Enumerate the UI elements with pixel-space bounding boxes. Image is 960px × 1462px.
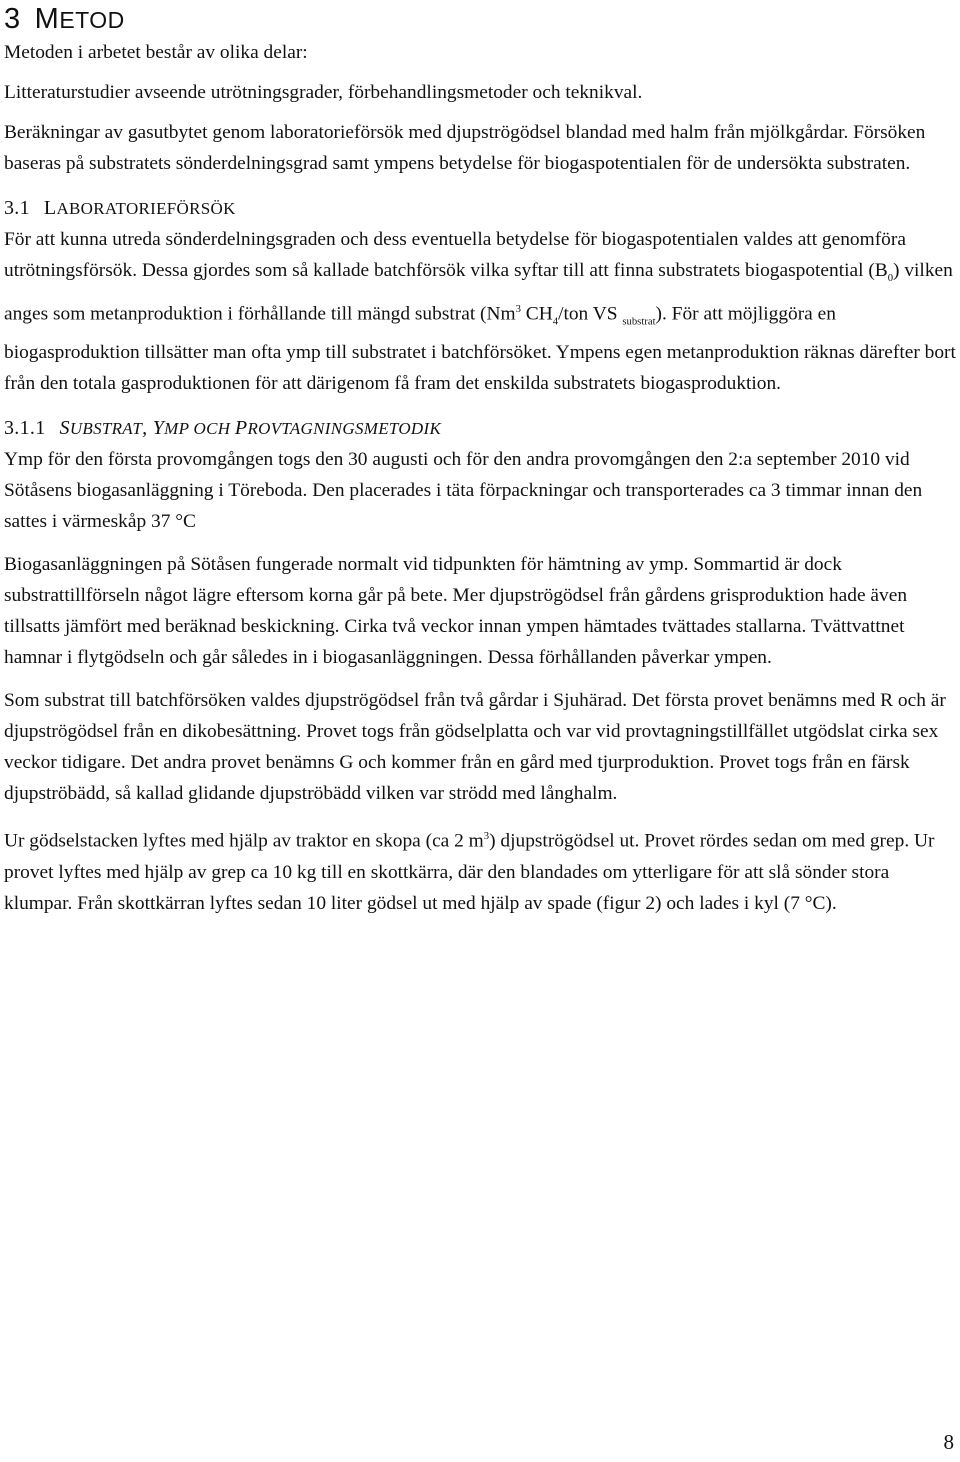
section-rest: ABORATORIEFÖRSÖK bbox=[56, 199, 236, 218]
section-3-1-1-paragraph-2: Biogasanläggningen på Sötåsen fungerade normalt vid tidpunkten för hämtning av ymp. Sommartid är dock substrattillförseln något lägre eftersom korna går på bete. Mer djupströgödsel från gårdens grisproduktion hade även tillsatts jämfört med beräknad beskickning. Cirka två veckor innan ympen hämtades tvättades stallarna. Tvättvattnet hamnar i flytgödseln och går således in i biogasanläggningen. Dessa förhållanden påverkar ympen. bbox=[4, 554, 908, 669]
subsection-number: 3.1.1 bbox=[4, 417, 46, 440]
heading-number: 3 bbox=[4, 3, 21, 35]
section-first-letter: L bbox=[43, 197, 57, 219]
intro-paragraph-2: Litteraturstudier avseende utrötningsgrader, förbehandlingsmetoder och teknikval. bbox=[4, 82, 643, 103]
heading-section-3-1 bbox=[4, 193, 956, 224]
heading-section-3-1-1: 3.1.1 SUBSTRAT, YMP OCH PROVTAGNINGSMETODIK bbox=[4, 417, 442, 440]
document-page bbox=[4, 0, 956, 919]
heading-first-letter: M bbox=[34, 3, 60, 35]
section-3-1-paragraph: För att kunna utreda sönderdelningsgraden och dess eventuella betydelse för biogaspotentialen valdes att genomföra utrötningsförsök. Dessa gjordes som så kallade batchförsök vilka syftar till att finna substratets biogaspotential $(B_0)$ vilken anges som metanproduktion i förhållande till mängd substrat (Nm$^3$ $CH_4$/ton VS $_{substrat}$). För att möjliggöra en biogasproduktion tillsätter man ofta ymp till substratet i batchförsöket. Ympens egen metanproduktion räknas därefter bort från den totala gasproduktionen för att därigenom få fram det enskilda substratets biogasproduktion. bbox=[4, 229, 956, 395]
page-number: 8 bbox=[943, 1430, 954, 1454]
section-3-1-1-paragraph-1: Ymp för den första provomgången togs den 30 augusti och för den andra provomgången den 2:a september 2010 vid Sötåsens biogasanläggning i Töreboda. Den placerades i täta förpackningar och transporterades ca 3 timmar innan den sattes i värmeskåp 37 °C bbox=[4, 449, 923, 533]
section-3-1-1-paragraph-4: Ur gödselstacken lyftes med hjälp av traktor en skopa (ca 2 $m^3$) djupströgödsel ut. Provet rördes sedan om med grep. Ur provet lyftes med hjälp av grep ca 10 kg till en skottkärra, där den blandades om ytterligare för att slå sönder stora klumpar. Från skottkärran lyftes sedan 10 liter gödsel ut med hjälp av spade (figur 2) och lades i kyl (7 °C). bbox=[4, 830, 935, 914]
heading-metod bbox=[4, 2, 956, 37]
section-number: 3.1 bbox=[4, 197, 30, 219]
heading-rest: ETOD bbox=[59, 7, 125, 33]
intro-paragraph-3: Beräkningar av gasutbytet genom laboratorieförsök med djupströgödsel blandad med halm från mjölkgårdar. Försöken baseras på substratets sönderdelningsgrad samt ympens betydelse för biogaspotentialen för de undersökta substraten. bbox=[4, 122, 926, 174]
intro-paragraph-1: Metoden i arbetet består av olika delar: bbox=[4, 42, 308, 63]
section-3-1-1-paragraph-3: Som substrat till batchförsöken valdes djupströgödsel från två gårdar i Sjuhärad. Det första provet benämns med R och är djupströgödsel från en dikobesättning. Provet togs från gödselplatta och var vid provtagningstillfället utgödslat cirka sex veckor tidigare. Det andra provet benämns G och kommer från en gård med tjurproduktion. Provet togs från en färsk djupströbädd, så kallad glidande djupströbädd vilken var strödd med långhalm. bbox=[4, 690, 946, 805]
